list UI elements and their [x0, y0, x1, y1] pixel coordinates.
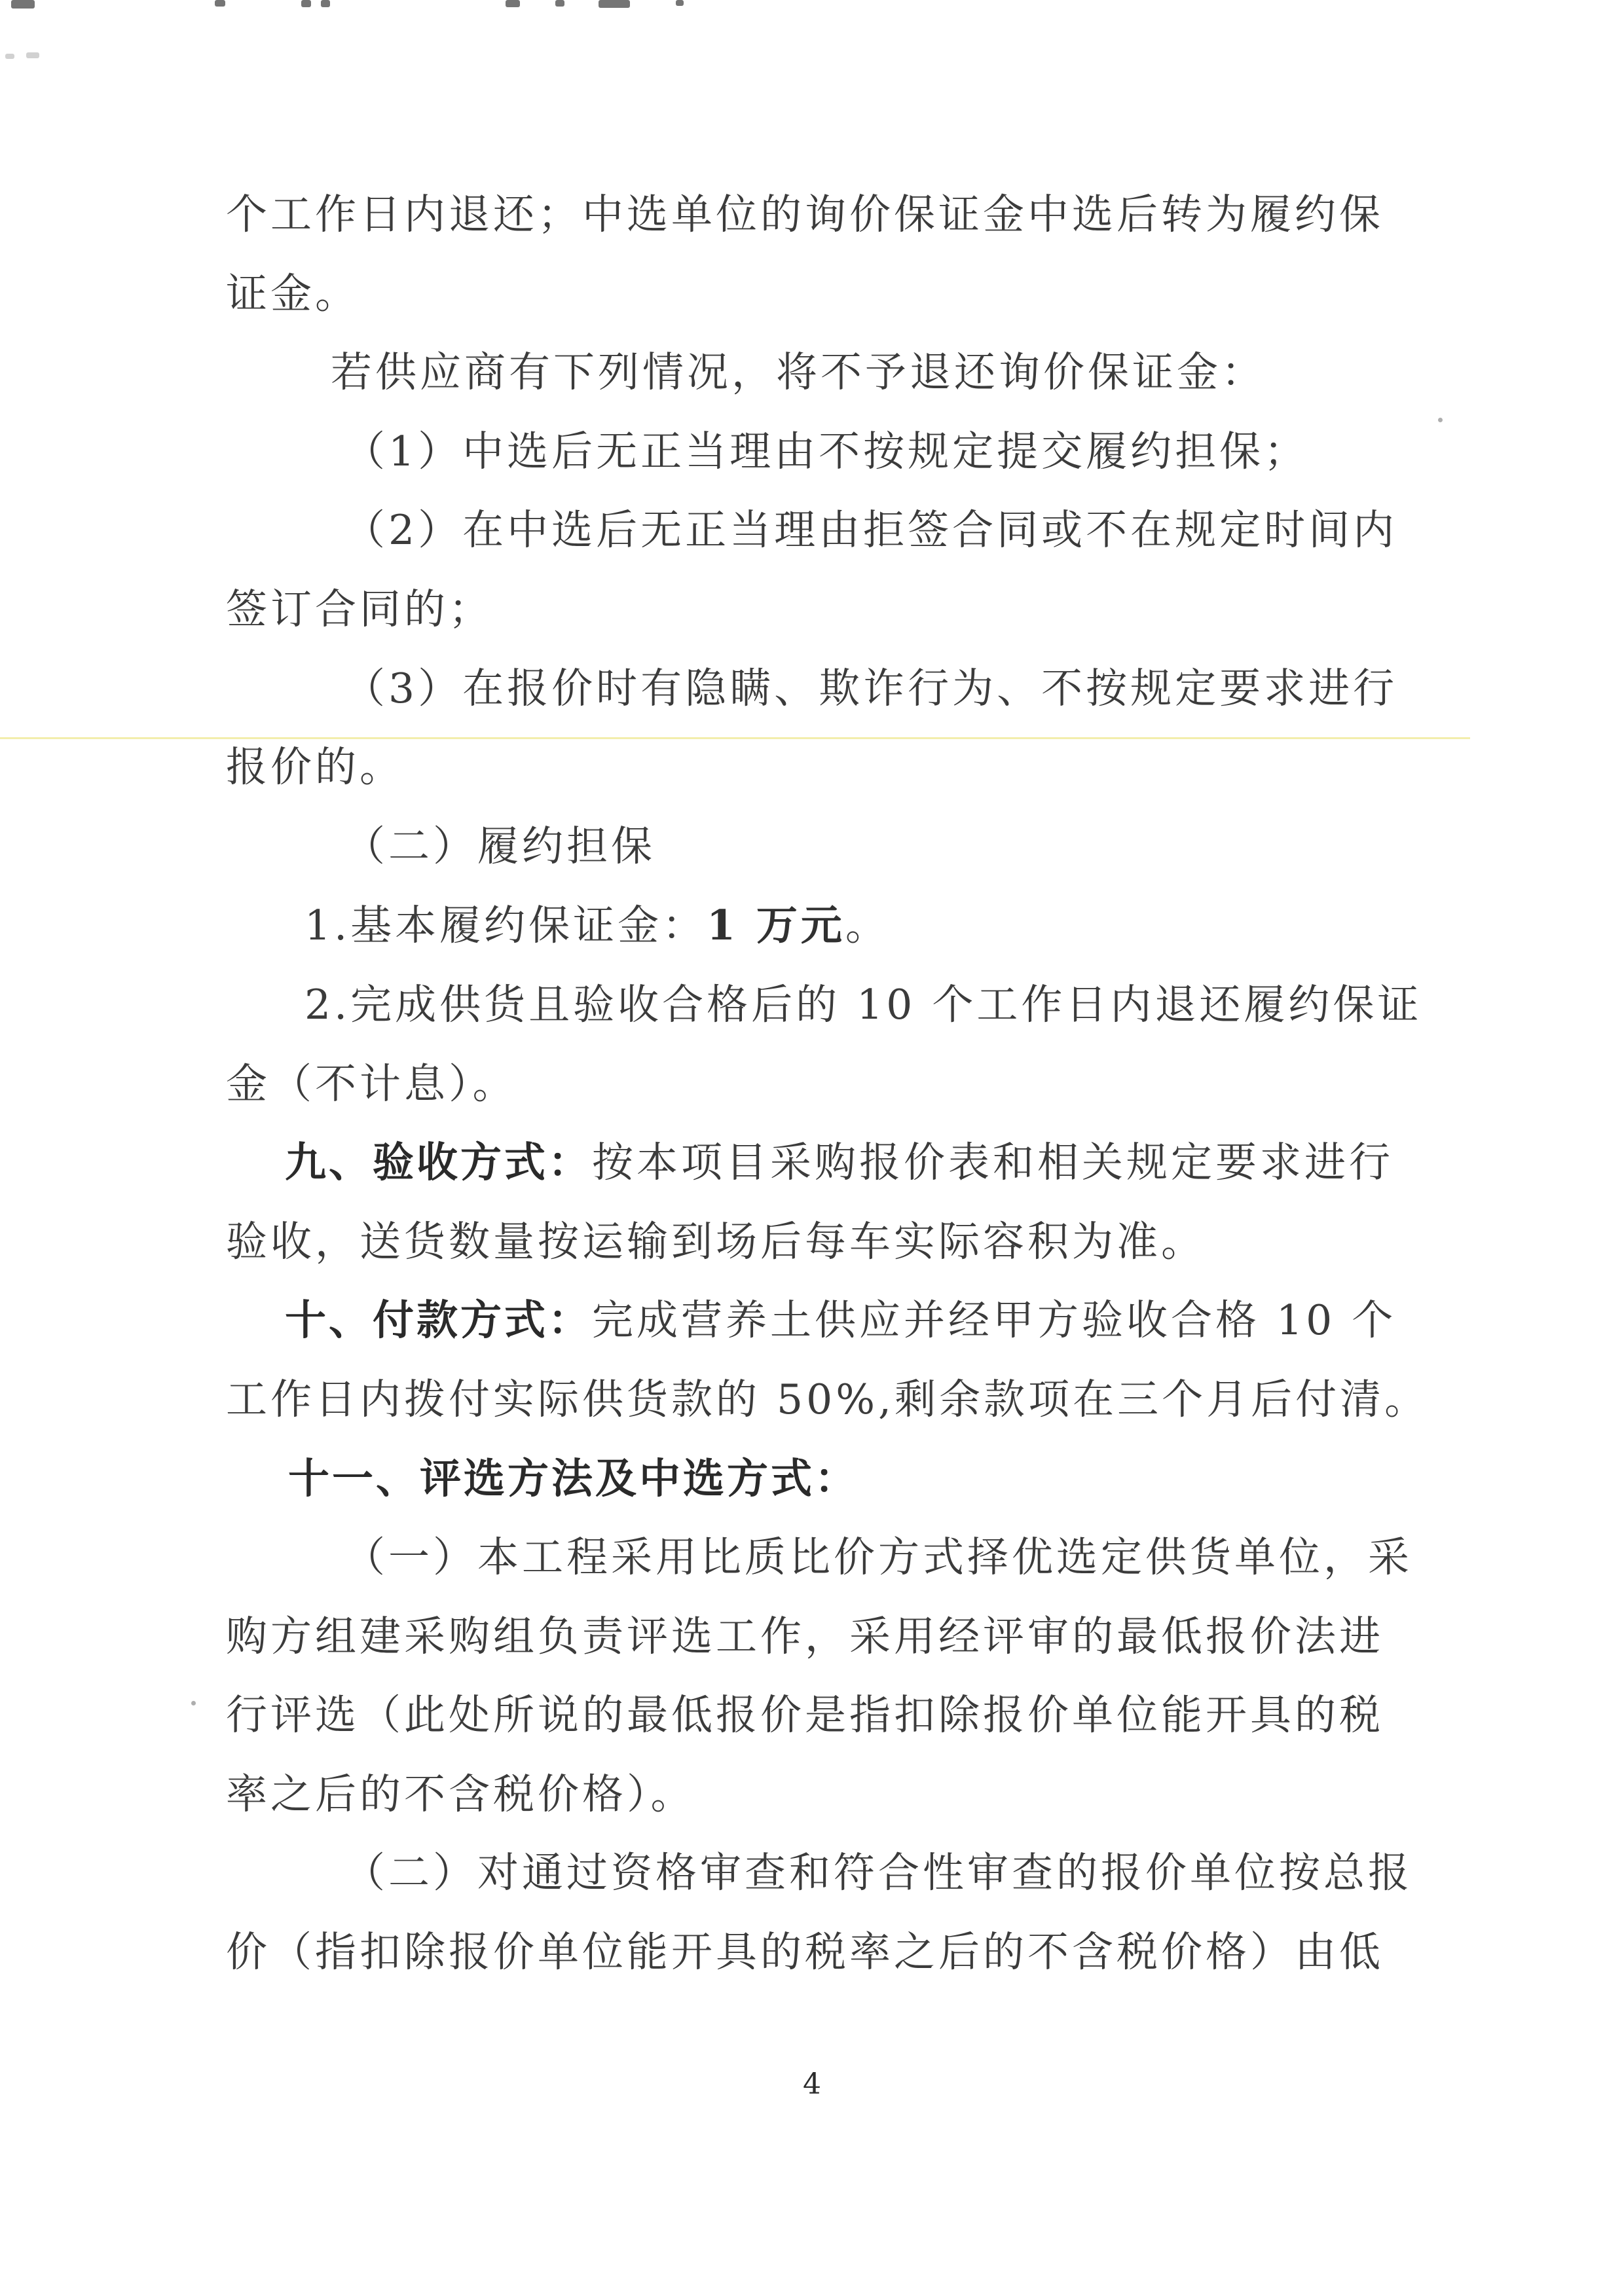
text-segment: 签订合同的； — [226, 585, 493, 633]
text-segment: （二）对通过资格审查和符合性审查的报价单位按总报 — [344, 1849, 1412, 1897]
scan-smudge — [11, 0, 35, 9]
text-segment: （3）在报价时有隐瞒、欺诈行为、不按规定要求进行 — [344, 664, 1398, 712]
text-line — [344, 807, 1418, 886]
text-line — [344, 649, 1418, 729]
text-line — [226, 728, 1418, 807]
scan-smudge — [215, 0, 225, 7]
text-segment: 。 — [845, 902, 890, 950]
scan-smudge — [676, 0, 684, 6]
text-line — [344, 491, 1418, 570]
scan-smudge — [5, 54, 14, 59]
text-segment: 报价的。 — [226, 743, 404, 792]
text-line — [226, 1597, 1418, 1677]
text-segment: 金（不计息）。 — [226, 1059, 517, 1108]
heading-segment: 十、付款方式： — [285, 1296, 592, 1345]
document-body — [226, 175, 1430, 1992]
text-segment: 价（指扣除报价单位能开具的税率之后的不含税价格）由低 — [226, 1928, 1384, 1977]
text-line — [226, 1755, 1418, 1834]
text-segment: （1）中选后无正当理由不按规定提交履约担保； — [344, 427, 1309, 475]
heading-segment: 九、验收方式： — [285, 1139, 592, 1187]
text-segment: 验收，送货数量按运输到场后每车实际容积为准。 — [226, 1217, 1206, 1266]
text-segment: 若供应商有下列情况，将不予退还询价保证金： — [331, 348, 1266, 397]
text-line — [304, 966, 1422, 1045]
page-number: 4 — [803, 2068, 821, 2101]
text-segment: 行评选（此处所说的最低报价是指扣除报价单位能开具的税 — [226, 1691, 1384, 1740]
text-segment: 工作日内拨付实际供货款的 50%,剩余款项在三个月后付清。 — [226, 1375, 1430, 1423]
text-segment: 购方组建采购组负责评选工作，采用经评审的最低报价法进 — [226, 1612, 1384, 1660]
text-line — [288, 1440, 1418, 1519]
text-segment: 完成营养土供应并经甲方验收合格 10 个 — [592, 1296, 1397, 1345]
text-line — [285, 1123, 1418, 1203]
text-segment: （二）履约担保 — [344, 822, 655, 870]
text-line — [285, 1281, 1418, 1360]
text-line — [226, 1913, 1418, 1992]
text-segment: 证金。 — [226, 269, 360, 318]
text-segment: 1 万元 — [707, 901, 845, 950]
text-segment: 2.完成供货且验收合格后的 10 个工作日内退还履约保证 — [304, 980, 1422, 1029]
text-line — [226, 1360, 1430, 1440]
text-segment: 按本项目采购报价表和相关规定要求进行 — [592, 1139, 1393, 1187]
text-segment: 个工作日内退还；中选单位的询价保证金中选后转为履约保 — [226, 191, 1384, 238]
text-line — [226, 1045, 1418, 1124]
text-line — [304, 886, 1418, 966]
scan-smudge — [506, 0, 520, 7]
text-segment: 率之后的不含税价格）。 — [226, 1770, 695, 1818]
text-segment: （一）本工程采用比质比价方式择优选定供货单位，采 — [344, 1533, 1412, 1582]
scan-smudge — [599, 0, 630, 8]
text-line — [344, 412, 1418, 492]
text-line — [226, 1203, 1418, 1282]
text-segment: （2）在中选后无正当理由拒签合同或不在规定时间内 — [344, 506, 1398, 555]
text-line — [226, 255, 1418, 334]
scan-smudge — [301, 0, 311, 7]
text-segment: 1.基本履约保证金： — [304, 902, 707, 950]
heading-segment: 十一、评选方法及中选方式： — [288, 1454, 858, 1503]
scan-dot — [191, 1701, 196, 1705]
scan-smudge — [321, 0, 330, 7]
text-line — [226, 1676, 1418, 1755]
text-line — [331, 333, 1418, 412]
scan-smudge — [26, 52, 39, 58]
text-line — [344, 1834, 1418, 1913]
text-line — [226, 570, 1418, 649]
text-line — [344, 1518, 1418, 1597]
scan-smudge — [555, 0, 564, 7]
text-line — [226, 175, 1418, 255]
scan-dot — [1438, 418, 1443, 422]
